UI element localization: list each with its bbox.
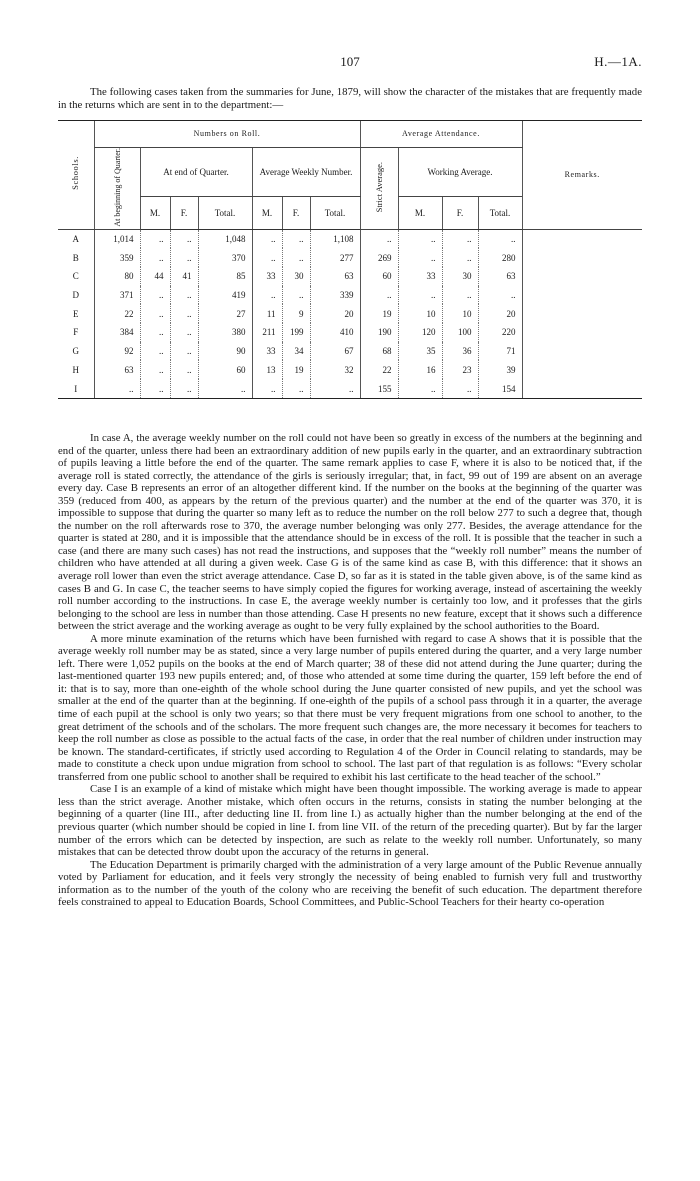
col-end-total: Total. [198, 197, 252, 229]
col-end-f: F. [170, 197, 198, 229]
table-row: B 359 .. .. 370 .. .. 277 269 .. .. 280 [58, 248, 642, 267]
header-avg-weekly: Average Weekly Number. [252, 148, 360, 197]
paragraph-case-a: In case A, the average weekly number on the roll could not have been so greatly in excess of the numbers at the beginning and end of the quarter, unless there had been an extraordinary addition of new pupils early in the quarter, and an extraordinary subtraction of pupils leaving a little before the end of the quarter. The same remark applies to case F, where it is also to be noticed that, if the average roll is stated correctly, the attendance of the girls is seriously irregular; that, in fact, 99 out of 199 are absent on an average every day. Case B represents an error of an altogether different kind. If the number on the books at the beginning of the quarter was 359 (reduced from 400, as appears by the return of the previous quarter) and the number at the end of the quarter was 370, it is impossible to suppose that during the quarter so many left as to reduce the number on the roll below 277 to such a degree that, though the number on the roll afterwards rose to 370, the average number belonging was only 277. Besides, the average attendance for the quarter is stated at 280, and it is impossible that the attendance should be in excess of the roll. It is possible that the teacher in such a case (and there are many such cases) has not read the instructions, and supposes that the “weekly roll number” means the number of children who have attended at all during a given week. Case G is of the same kind as case B, with this difference: that it shows an average roll lower than even the strict average attendance. Case D, so far as it is stated in the table given above, is of the same kind as cases B and G. In case C, the teacher seems to have simply copied the figures for working average, instead of ascertaining the weekly roll number according to the instructions. In case E, the average weekly number is certainly too low, and it professes that the girls belonging to the school are less in number than those attending. Case H presents no new feature, except that it shows such a difference between the strict average and the working average as ought to be very fully explained by the school authorities to the Board. [58, 432, 642, 633]
header-at-end: At end of Quarter. [140, 148, 252, 197]
col-wa-f: F. [442, 197, 478, 229]
paragraph-education-department: The Education Department is primarily charged with the administration of a very large amount of the Public Revenue annually voted by Parliament for education, and it feels very strongly the necessity of being enabled to furnish very full and trustworthy information as to the number of the youth of the colony who are receiving the benefit of such education. The department therefore feels constrained to appeal to Education Boards, School Committees, and Public-School Teachers for their hearty co-operation [58, 858, 642, 909]
header-average-attendance: Average Attendance. [360, 121, 522, 148]
table-row: G 92 .. .. 90 33 34 67 68 35 36 71 [58, 342, 642, 361]
header-strict-average: Strict Average. [360, 148, 398, 230]
col-end-m: M. [140, 197, 170, 229]
table-row: F 384 .. .. 380 211 199 410 190 120 100 220 [58, 323, 642, 342]
table-row: D 371 .. .. 419 .. .. 339 .. .. .. .. [58, 286, 642, 305]
col-wk-total: Total. [310, 197, 360, 229]
col-wa-total: Total. [478, 197, 522, 229]
paragraph-case-i: Case I is an example of a kind of mistake which might have been thought impossible. The working average is made to appear less than the strict average. Another mistake, which often occurs in the returns, consists in stating the number belonging at the beginning of a quarter (line III., after deducting line II. from line I.) as actually higher than the number belonging at the end of the previous quarter (which number should be copied in line I. from line VII. of the return of the preceding quarter). But by far the larger number of the errors which can be detected by inspection, are such as relate to the weekly roll number. Unfortunately, so many mistakes that can be detected throw doubt upon the accuracy of the returns in general. [58, 783, 642, 859]
header-at-beginning: At beginning of Quarter. [94, 148, 140, 230]
header-numbers-on-roll: Numbers on Roll. [94, 121, 360, 148]
table-row: I .. .. .. .. .. .. .. 155 .. .. 154 [58, 379, 642, 398]
col-wk-m: M. [252, 197, 282, 229]
table-row: A 1,014 .. .. 1,048 .. .. 1,108 .. .. .. .. [58, 229, 642, 248]
table-row: E 22 .. .. 27 11 9 20 19 10 10 20 [58, 304, 642, 323]
document-reference: H.—1A. [594, 54, 642, 69]
header-working-average: Working Average. [398, 148, 522, 197]
col-wa-m: M. [398, 197, 442, 229]
col-wk-f: F. [282, 197, 310, 229]
header-remarks: Remarks. [522, 121, 642, 230]
intro-paragraph: The following cases taken from the summaries for June, 1879, will show the character of the mistakes that are frequently made in the returns which are sent in to the department:— [58, 86, 642, 111]
header-schools: Schools. [58, 121, 94, 230]
page-number: 107 [340, 54, 360, 69]
paragraph-minute-examination: A more minute examination of the returns which have been furnished with regard to case A shows that it is possible that the average weekly roll number may be as stated, since a very large number of pupils entered during the quarter, and a very large number left. There were 1,052 pupils on the books at the end of March quarter; 38 of these did not attend during the June quarter; during the last-mentioned quarter 193 new pupils entered; and, of those who attended at some time during the quarter, 159 left before the end of it: that is to say, more than one-eighth of the whole school during the June quarter consisted of new pupils, and yet the school was smaller at the end of the quarter than at the beginning. If one-eighth of the pupils of a school pass through it in a quarter, the average time of each pupil at the school is only two years; so that there must be very frequent migrations from one school to another, to the great detriment of the schools and of the scholars. The more frequent such changes are, the more necessary it becomes for teachers to keep the roll number as close as possible to the actual facts of the case, in order that the real number of children under instruction may be known. The standard-certificates, if strictly used according to Regulation 4 of the Order in Council relating to standards, may be made to constitute a check upon undue migration from school to school. The last part of that regulation is as follows: “Every scholar transferred from one public school to another shall be required to exhibit his last certificate to the head teacher of the school.” [58, 632, 642, 783]
table-row: C 80 44 41 85 33 30 63 60 33 30 63 [58, 267, 642, 286]
body-text [58, 432, 642, 909]
returns-table [58, 120, 642, 399]
page-header [0, 54, 700, 70]
table-row: H 63 .. .. 60 13 19 32 22 16 23 39 [58, 360, 642, 379]
